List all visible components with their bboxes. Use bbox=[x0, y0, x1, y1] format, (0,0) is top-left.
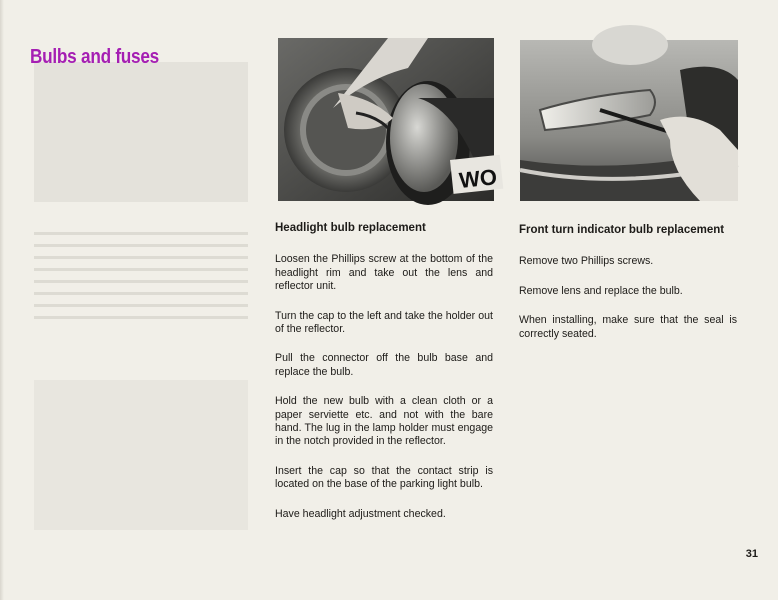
headlight-step-2: Turn the cap to the left and take the holder out of the reflector. bbox=[275, 309, 493, 336]
page-binding-edge bbox=[0, 0, 4, 600]
turn-indicator-photo-illustration bbox=[520, 40, 738, 201]
show-through-block-top bbox=[34, 62, 248, 202]
headlight-step-4: Hold the new bulb with a clean cloth or a paper serviette etc. and not with the bare hand. The lug in the lamp holder must engage in the notch provided in the reflector. bbox=[275, 395, 493, 448]
turn-indicator-heading: Front turn indicator bulb replacement bbox=[519, 224, 725, 236]
page-title: Bulbs and fuses bbox=[30, 46, 159, 69]
turn-indicator-step-3: When installing, make sure that the seal is correctly seated. bbox=[519, 314, 737, 340]
turn-indicator-step-2: Remove lens and replace the bulb. bbox=[519, 284, 683, 297]
show-through-lines-left bbox=[34, 232, 248, 328]
headlight-step-1: Loosen the Phillips screw at the bottom of the headlight rim and take out the lens and reflector unit. bbox=[275, 253, 493, 293]
headlight-step-3: Pull the connector off the bulb base and replace the bulb. bbox=[275, 352, 493, 378]
show-through-table bbox=[34, 380, 248, 530]
headlight-section bbox=[275, 222, 493, 521]
headlight-photo-illustration bbox=[278, 38, 499, 201]
turn-indicator-photo bbox=[520, 40, 738, 201]
page-number: 31 bbox=[745, 548, 758, 560]
license-plate-text: WO bbox=[457, 164, 499, 193]
headlight-step-5: Insert the cap so that the contact strip is located on the base of the parking light bulb. bbox=[275, 464, 493, 491]
headlight-step-6: Have headlight adjustment checked. bbox=[275, 507, 446, 520]
headlight-heading: Headlight bulb replacement bbox=[275, 222, 426, 234]
headlight-photo bbox=[278, 38, 499, 201]
turn-indicator-section bbox=[519, 224, 737, 341]
turn-indicator-step-1: Remove two Phillips screws. bbox=[519, 255, 654, 268]
